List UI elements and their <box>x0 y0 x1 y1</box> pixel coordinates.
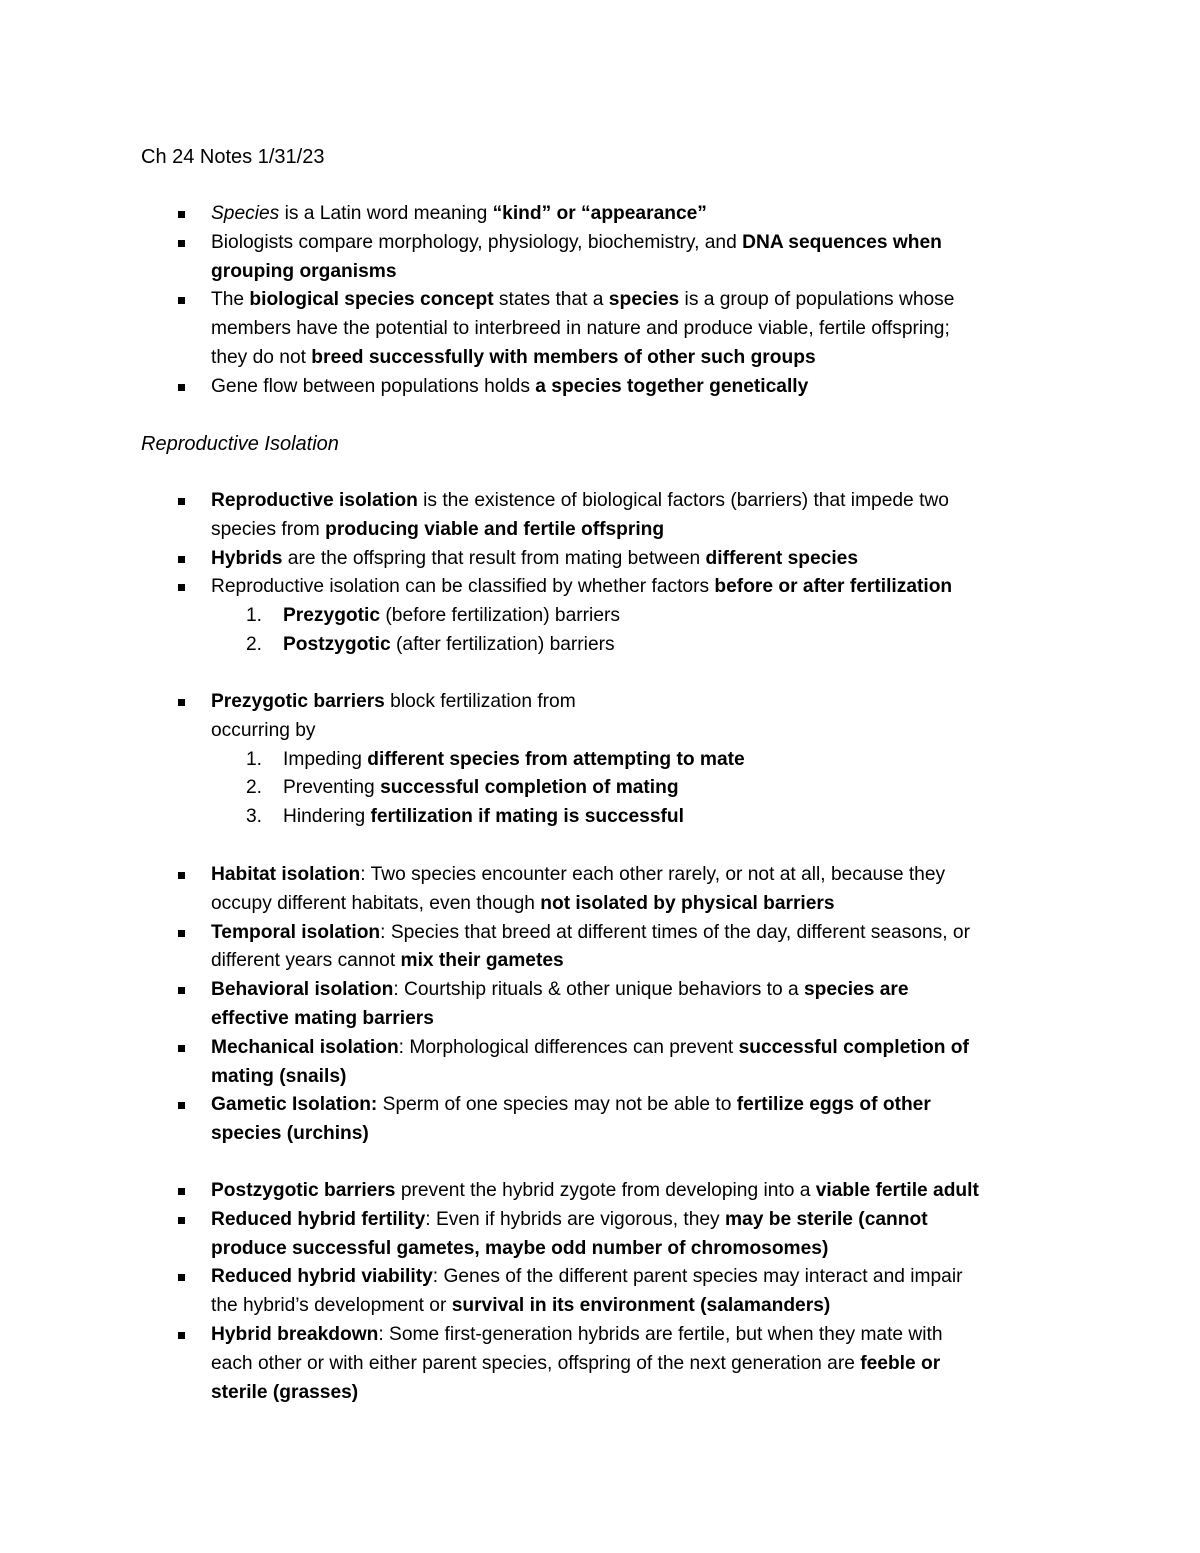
list-item-continuation: produce successful gametes, maybe odd number of chromosomes) <box>211 1237 829 1259</box>
list-item-continuation: different years cannot mix their gametes <box>211 950 564 972</box>
list-item: Hybrids are the offspring that result from mating between different species <box>0 545 1071 574</box>
intro-list <box>0 200 1071 402</box>
list-item: Gene flow between populations holds a species together genetically <box>0 373 1071 402</box>
list-item: Reduced hybrid fertility: Even if hybrids are vigorous, they may be sterile (cannot <box>0 1206 1071 1235</box>
page-title: Ch 24 Notes 1/31/23 <box>141 146 325 168</box>
numbered-item: 2. Preventing successful completion of mating <box>246 777 679 799</box>
list-item: Temporal isolation: Species that breed at different times of the day, different seasons, or <box>0 919 1071 948</box>
ri-list <box>0 487 1071 660</box>
list-item-continuation: members have the potential to interbreed in nature and produce viable, fertile offspring; <box>211 318 950 340</box>
list-item: Reduced hybrid viability: Genes of the different parent species may interact and impair <box>0 1263 1071 1292</box>
list-item: Gametic Isolation: Sperm of one species may not be able to fertilize eggs of other <box>0 1091 1071 1120</box>
list-item-continuation: species (urchins) <box>211 1123 369 1145</box>
list-item-continuation: mating (snails) <box>211 1065 347 1087</box>
list-item: Hybrid breakdown: Some first-generation hybrids are fertile, but when they mate with <box>0 1321 1071 1350</box>
list-item-continuation: occurring by <box>211 719 316 741</box>
prezygotic-list <box>0 688 1071 832</box>
list-item: Habitat isolation: Two species encounter each other rarely, or not at all, because they <box>0 861 1071 890</box>
list-item-continuation: sterile (grasses) <box>211 1381 359 1403</box>
list-item-continuation: species from producing viable and fertile offspring <box>211 518 665 540</box>
list-item: Postzygotic barriers prevent the hybrid zygote from developing into a viable fertile adult <box>0 1177 1071 1206</box>
list-item: Behavioral isolation: Courtship rituals & other unique behaviors to a species are <box>0 976 1071 1005</box>
list-item-continuation: effective mating barriers <box>211 1007 434 1029</box>
list-item: The biological species concept states that a species is a group of populations whose <box>0 286 1071 315</box>
list-item: Biologists compare morphology, physiology, biochemistry, and DNA sequences when <box>0 229 1071 258</box>
numbered-item: 1. Impeding different species from attempting to mate <box>246 748 745 770</box>
list-item-continuation: occupy different habitats, even though not isolated by physical barriers <box>211 892 835 914</box>
list-item-continuation: each other or with either parent species, offspring of the next generation are feeble or <box>211 1352 941 1374</box>
list-item: Species is a Latin word meaning “kind” or “appearance” <box>0 200 1071 229</box>
isolation-types-list <box>0 861 1071 1149</box>
list-item: Mechanical isolation: Morphological differences can prevent successful completion of <box>0 1034 1071 1063</box>
section-heading: Reproductive Isolation <box>141 433 339 455</box>
list-item: Reproductive isolation can be classified by whether factors before or after fertilization <box>0 573 1071 602</box>
list-item: Prezygotic barriers block fertilization from <box>0 688 1071 717</box>
list-item-continuation: the hybrid’s development or survival in its environment (salamanders) <box>211 1295 831 1317</box>
postzygotic-list <box>0 1177 1071 1407</box>
numbered-item: 2. Postzygotic (after fertilization) barriers <box>246 633 615 655</box>
numbered-item: 3. Hindering fertilization if mating is successful <box>246 806 684 828</box>
numbered-item: 1. Prezygotic (before fertilization) barriers <box>246 605 620 627</box>
list-item: Reproductive isolation is the existence of biological factors (barriers) that impede two <box>0 487 1071 516</box>
list-item-continuation: grouping organisms <box>211 260 397 282</box>
list-item-continuation: they do not breed successfully with members of other such groups <box>211 346 816 368</box>
